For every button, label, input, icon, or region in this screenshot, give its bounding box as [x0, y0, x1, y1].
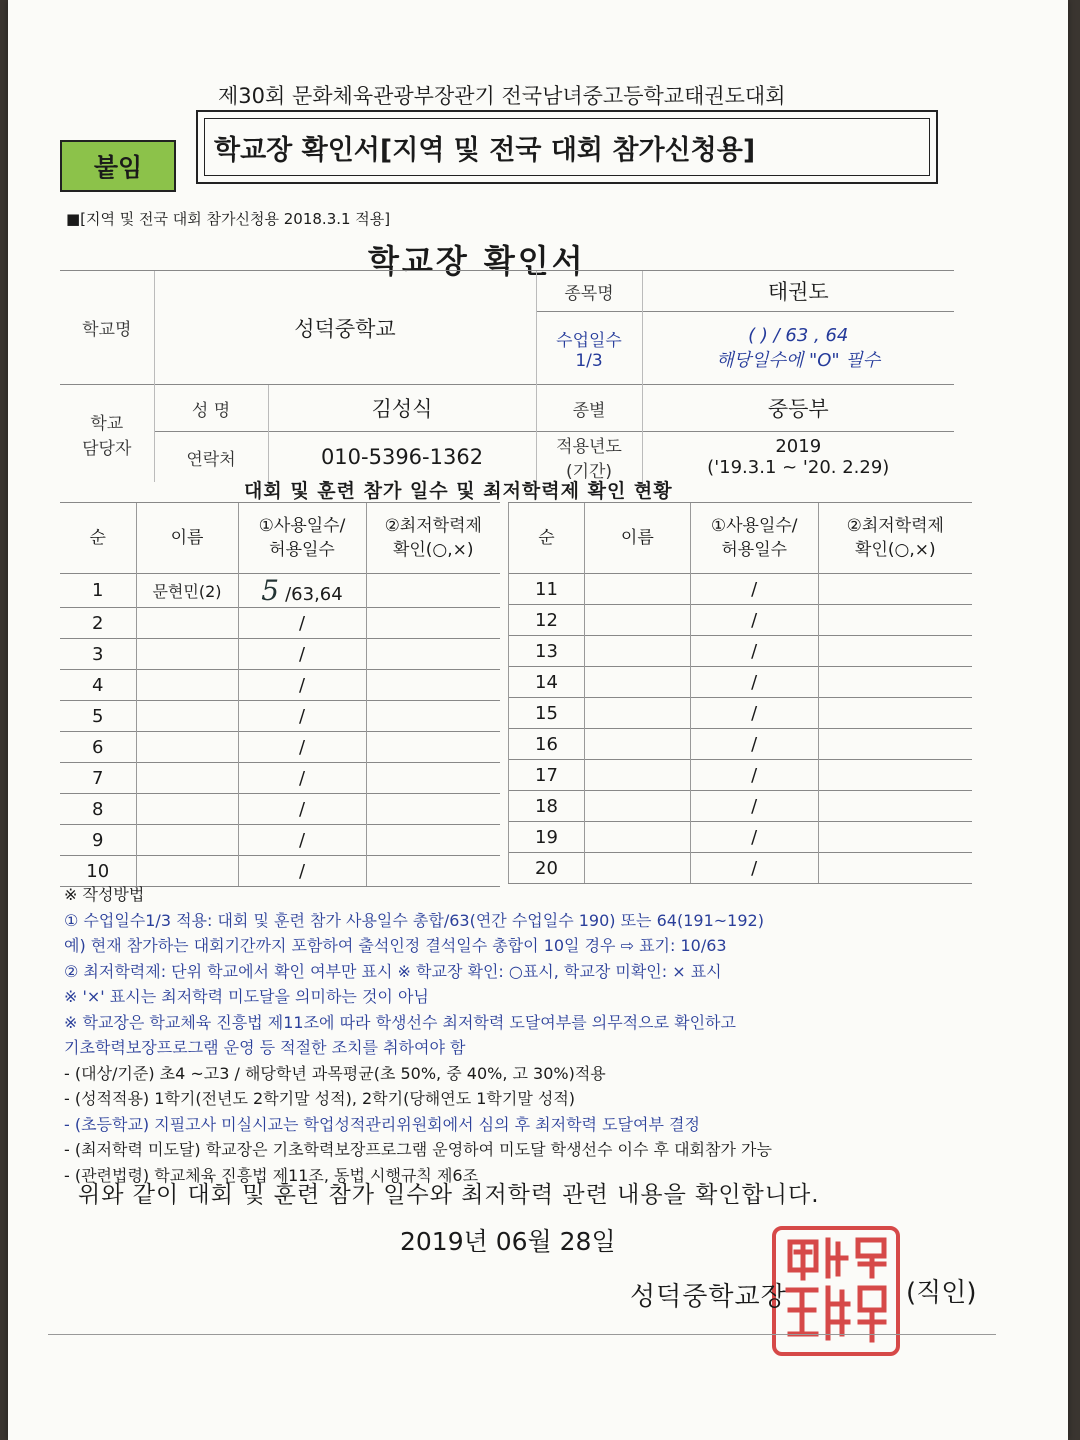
left-rows — [60, 574, 500, 887]
principal-signature: 성덕중학교장 — [630, 1282, 787, 1312]
cell-no: 10 — [60, 856, 136, 887]
class-days-label — [536, 312, 642, 385]
cell-days: / — [238, 794, 366, 825]
header-name: 이름 — [136, 503, 238, 574]
cell-days: / — [238, 608, 366, 639]
phone-label: 연락처 — [154, 432, 268, 483]
header-no-right: 순 — [509, 503, 585, 574]
instructions — [64, 882, 984, 1188]
name-value: 김성식 — [268, 385, 536, 432]
cell-name — [584, 853, 690, 884]
contact-person-label — [60, 385, 154, 483]
cell-name — [584, 636, 690, 667]
division-value: 중등부 — [642, 385, 954, 432]
cell-name — [584, 729, 690, 760]
cell-name — [136, 763, 238, 794]
table-row — [509, 853, 973, 884]
table-row — [509, 791, 973, 822]
cell-no: 9 — [60, 825, 136, 856]
participation-table-right — [508, 502, 972, 884]
table-row — [60, 763, 500, 794]
cell-min — [818, 667, 972, 698]
table-row — [60, 701, 500, 732]
cell-days: / — [238, 732, 366, 763]
notes-heading: ※ 작성방법 — [64, 885, 145, 904]
sport-label: 종목명 — [536, 271, 642, 312]
note-line-2: 예) 현재 참가하는 대회기간까지 포함하여 출석인정 결석일수 총합이 10일 경우 ⇨ 표기: 10/63 — [64, 936, 727, 955]
table-row — [509, 760, 973, 791]
cell-no: 12 — [509, 605, 585, 636]
note-line-1: ① 수업일수1/3 적용: 대회 및 훈련 참가 사용일수 총합/63(연간 수업일수 190) 또는 64(191~192) — [64, 910, 764, 930]
attachment-tag: 붙임 — [60, 140, 176, 192]
cell-no: 3 — [60, 639, 136, 670]
class-days-label-line2: 1/3 — [575, 350, 603, 371]
year-label-line1: 적용년도 — [556, 437, 622, 457]
cell-days: / — [690, 729, 818, 760]
cell-no: 5 — [60, 701, 136, 732]
note-line-9: - (초등학교) 지필고사 미실시교는 학업성적관리위원회에서 심의 후 최저학력 도달여부 결정 — [64, 1114, 700, 1134]
table-row — [60, 670, 500, 701]
confirmation-text: 위와 같이 대회 및 훈련 참가 일수와 최저학력 관련 내용을 확인합니다. — [78, 1182, 820, 1208]
handwritten-mark: 5 — [261, 574, 280, 607]
document-heading: 학교장 확인서[지역 및 전국 대회 참가신청용] — [214, 134, 756, 166]
main-title: 학교장 확인서 — [368, 242, 586, 280]
cell-min — [818, 636, 972, 667]
year-value-line1: 2019 — [775, 436, 822, 457]
cell-min — [366, 732, 500, 763]
cell-no: 19 — [509, 822, 585, 853]
cell-min — [818, 698, 972, 729]
cell-no: 1 — [60, 574, 136, 608]
cell-days: / — [690, 853, 818, 884]
header-min-right — [818, 503, 972, 574]
note-line-4: ※ '×' 표시는 최저학력 미도달을 의미하는 것이 아님 — [64, 987, 429, 1006]
year-value — [642, 432, 954, 483]
cell-no: 13 — [509, 636, 585, 667]
cell-days: / — [238, 763, 366, 794]
cell-name — [136, 732, 238, 763]
note-line-8: - (성적적용) 1학기(전년도 2학기말 성적), 2학기(당해연도 1학기말 성적) — [64, 1089, 576, 1108]
cell-name — [136, 825, 238, 856]
document-page — [8, 0, 1068, 1440]
name-label: 성 명 — [154, 385, 268, 432]
table-row — [60, 608, 500, 639]
header-days-right-line2: 허용일수 — [721, 540, 788, 560]
table-row — [509, 667, 973, 698]
header-name-right: 이름 — [584, 503, 690, 574]
class-days-label-line1: 수업일수 — [556, 330, 622, 351]
class-days-value-line2: 해당일수에 "O" 필수 — [716, 349, 881, 371]
cell-min — [366, 574, 500, 608]
table-row — [509, 605, 973, 636]
days-text: /63,64 — [285, 584, 343, 605]
table-row — [60, 574, 500, 608]
class-days-value-line1: ( ) / 63 , 64 — [748, 324, 849, 346]
cell-min — [366, 825, 500, 856]
cell-min — [366, 608, 500, 639]
official-seal-icon — [772, 1226, 900, 1356]
cell-name — [136, 608, 238, 639]
table-row — [509, 636, 973, 667]
participation-table-left — [60, 502, 500, 887]
cell-days — [238, 574, 366, 608]
cell-name — [136, 794, 238, 825]
cell-days: / — [238, 639, 366, 670]
division-label: 종별 — [536, 385, 642, 432]
cell-min — [366, 701, 500, 732]
cell-days: / — [690, 636, 818, 667]
cell-days: / — [238, 701, 366, 732]
cell-min — [366, 639, 500, 670]
cell-name — [584, 574, 690, 605]
header-min-line1: ②최저학력제 — [384, 516, 482, 536]
header-min-right-line1: ②최저학력제 — [846, 516, 944, 536]
header-min — [366, 503, 500, 574]
cell-days: / — [690, 667, 818, 698]
note-line-10: - (최저학력 미도달) 학교장은 기초학력보장프로그램 운영하여 미도달 학생선수 이수 후 대회참가 가능 — [64, 1140, 772, 1159]
school-value: 성덕중학교 — [154, 271, 536, 385]
header-min-line2: 확인(○,×) — [392, 540, 474, 560]
right-rows — [509, 574, 973, 884]
confirmation-date: 2019년 06월 28일 — [400, 1227, 616, 1256]
year-label-line2: (기간) — [565, 462, 613, 482]
cell-no: 6 — [60, 732, 136, 763]
cell-min — [366, 763, 500, 794]
year-label — [536, 432, 642, 483]
sport-value: 태권도 — [642, 271, 954, 312]
cell-days: / — [690, 760, 818, 791]
note-line-5: ※ 학교장은 학교체육 진흥법 제11조에 따라 학생선수 최저학력 도달여부를 의무적으로 확인하고 — [64, 1012, 736, 1032]
applied-note: ■[지역 및 전국 대회 참가신청용 2018.3.1 적용] — [66, 210, 391, 228]
cell-no: 14 — [509, 667, 585, 698]
contact-person-label-line2: 담당자 — [82, 438, 132, 459]
cell-no: 8 — [60, 794, 136, 825]
table-row — [60, 732, 500, 763]
phone-value: 010-5396-1362 — [268, 432, 536, 483]
cell-name — [136, 670, 238, 701]
info-table — [60, 270, 954, 482]
header-no: 순 — [60, 503, 136, 574]
cell-no: 11 — [509, 574, 585, 605]
cell-days: / — [690, 605, 818, 636]
cell-min — [818, 853, 972, 884]
cell-min — [818, 574, 972, 605]
participation-title: 대회 및 훈련 참가 일수 및 최저학력제 확인 현황 — [244, 480, 673, 502]
note-line-11: - (관련법령) 학교체육 진흥법 제11조, 동법 시행규칙 제6조 — [64, 1165, 479, 1185]
cell-no: 16 — [509, 729, 585, 760]
cell-no: 18 — [509, 791, 585, 822]
cell-days: / — [238, 670, 366, 701]
table-row — [509, 729, 973, 760]
cell-min — [818, 605, 972, 636]
header-days-right — [690, 503, 818, 574]
stamp-label: (직인) — [906, 1278, 977, 1308]
header-days-right-line1: ①사용일수/ — [710, 516, 798, 536]
cell-name — [584, 822, 690, 853]
cell-name — [584, 698, 690, 729]
header-min-right-line2: 확인(○,×) — [855, 540, 936, 560]
table-row — [509, 698, 973, 729]
cell-days: / — [238, 856, 366, 887]
school-label: 학교명 — [60, 271, 154, 385]
cell-name — [584, 760, 690, 791]
event-title: 제30회 문화체육관광부장관기 전국남녀중고등학교태권도대회 — [218, 84, 786, 108]
header-days-line2: 허용일수 — [269, 540, 335, 560]
cell-name — [584, 667, 690, 698]
table-row — [509, 822, 973, 853]
note-line-6: 기초학력보장프로그램 운영 등 적절한 조치를 취하여야 함 — [64, 1038, 466, 1057]
bottom-rule — [48, 1334, 996, 1335]
table-row — [60, 794, 500, 825]
table-row — [509, 574, 973, 605]
class-days-value — [642, 312, 954, 385]
cell-min — [818, 791, 972, 822]
cell-no: 4 — [60, 670, 136, 701]
year-value-line2: ('19.3.1 ~ '20. 2.29) — [707, 457, 890, 478]
cell-no: 2 — [60, 608, 136, 639]
header-days — [238, 503, 366, 574]
cell-no: 17 — [509, 760, 585, 791]
document-heading-box — [196, 110, 938, 184]
cell-no: 7 — [60, 763, 136, 794]
cell-no: 20 — [509, 853, 585, 884]
cell-days: / — [690, 822, 818, 853]
cell-min — [366, 670, 500, 701]
cell-name — [136, 701, 238, 732]
cell-name — [584, 791, 690, 822]
cell-min — [366, 794, 500, 825]
cell-days: / — [690, 574, 818, 605]
cell-min — [818, 822, 972, 853]
cell-min — [818, 729, 972, 760]
contact-person-label-line1: 학교 — [90, 413, 124, 434]
header-days-line1: ①사용일수/ — [258, 516, 346, 536]
cell-no: 15 — [509, 698, 585, 729]
cell-name — [136, 639, 238, 670]
table-row — [60, 639, 500, 670]
cell-name — [584, 605, 690, 636]
cell-days: / — [690, 698, 818, 729]
table-row — [60, 825, 500, 856]
cell-name: 문현민(2) — [136, 574, 238, 608]
note-line-3: ② 최저학력제: 단위 학교에서 확인 여부만 표시 ※ 학교장 확인: ○표시, 학교장 미확인: × 표시 — [64, 961, 722, 981]
cell-min — [818, 760, 972, 791]
cell-days: / — [238, 825, 366, 856]
note-line-7: - (대상/기준) 초4 ~고3 / 해당학년 과목평균(초 50%, 중 40%, 고 30%)적용 — [64, 1063, 606, 1083]
cell-days: / — [690, 791, 818, 822]
